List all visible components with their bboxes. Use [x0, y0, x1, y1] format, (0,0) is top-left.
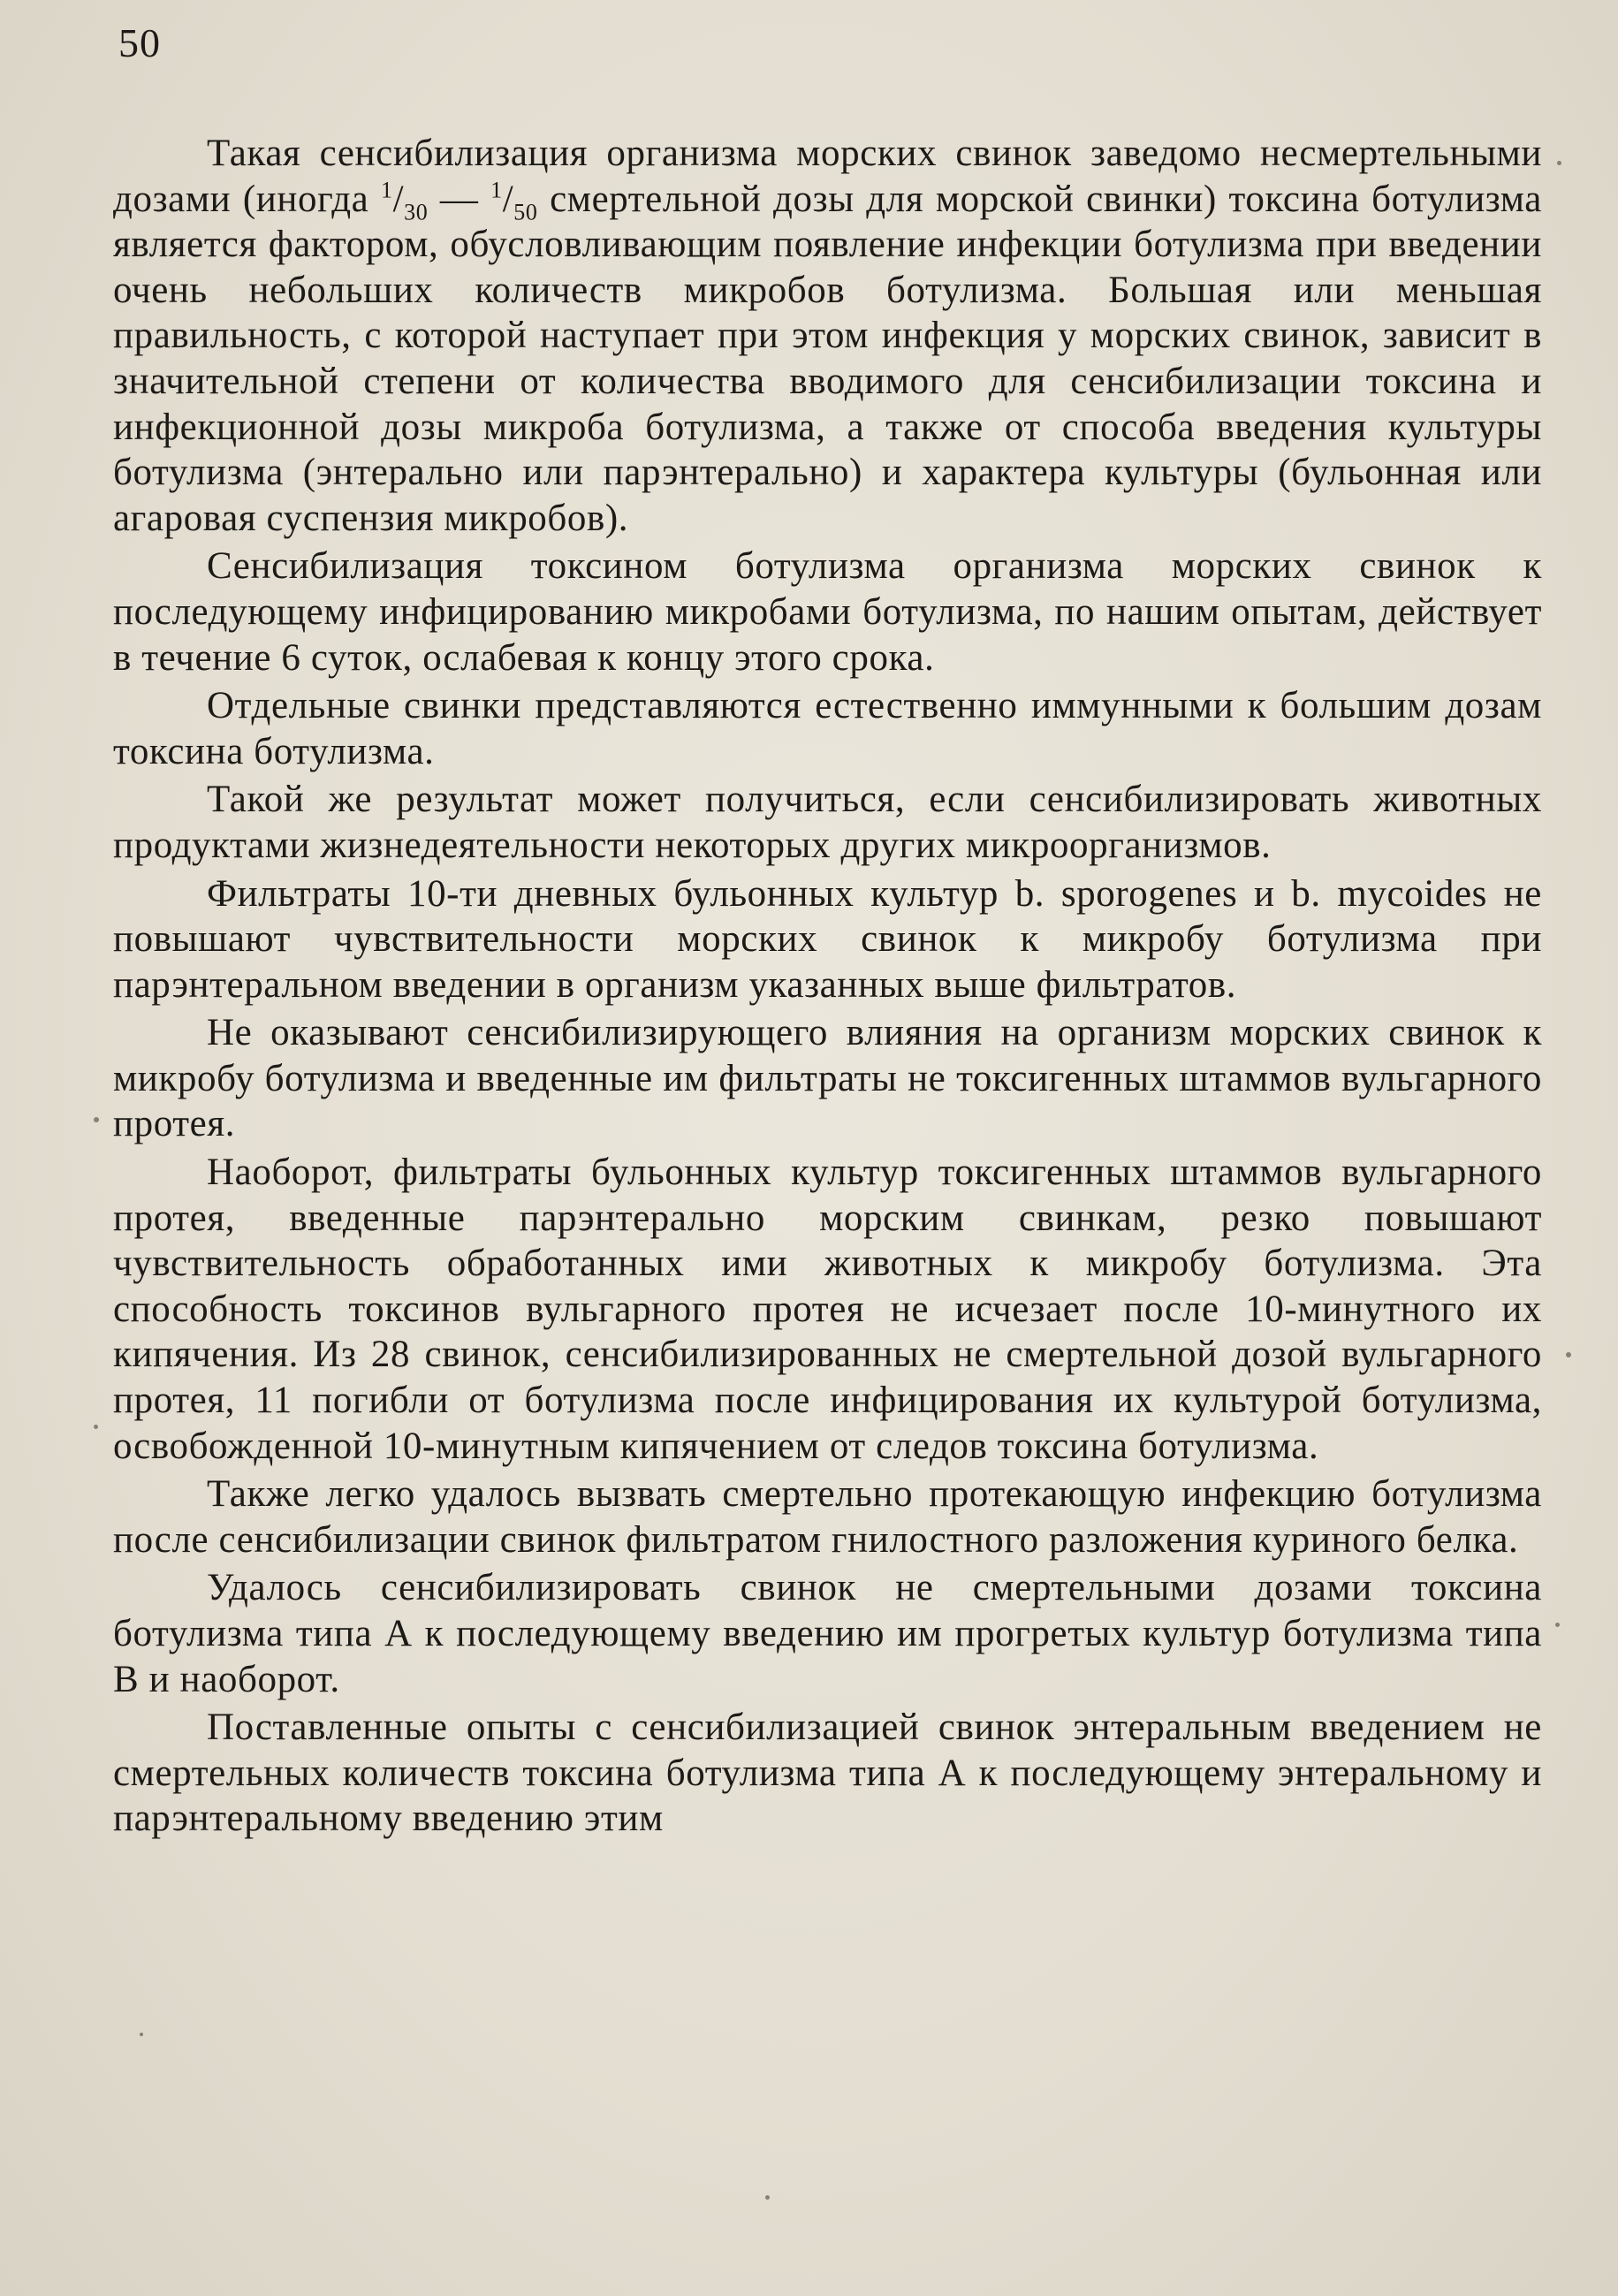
paragraph-3: Отдельные свинки представляются естественно иммунными к большим дозам токсина ботулизма. [113, 685, 1542, 772]
paragraph-10: Поставленные опыты с сенсибилизацией свинок энтеральным введением не смертельных количеств токсина ботулизма типа А к последующему энтеральному и парэнтеральному введению этим [113, 1707, 1542, 1840]
paper-speck [140, 2033, 143, 2036]
paper-speck [94, 1117, 99, 1122]
fraction-1-denominator: 30 [404, 199, 429, 225]
paper-speck [1557, 161, 1561, 165]
paragraph-7: Наоборот, фильтраты бульонных культур токсигенных штаммов вульгарного протея, введенные парэнтерально морским свинкам, резко повышают чувствительность обработанных ими животных к микробу ботулизма. Эта способность токсинов вульгарного протея не исчезает после 10-минутного их кипячения. Из 28 свинок, сенсибилизированных не смертельной дозой вульгарного протея, 11 погибли от ботулизма после инфицирования их культурой ботулизма, освобожденной 10-минутным кипячением от следов токсина ботулизма. [113, 1152, 1542, 1467]
paragraph-2: Сенсибилизация токсином ботулизма организма морских свинок к последующему инфицированию микробами ботулизма, по нашим опытам, действует в течение 6 суток, ослабевая к концу этого срока. [113, 545, 1542, 679]
paragraph-1-text-end: смертельной дозы для морской свинки) токсина ботулизма является фактором, обусловливающим появление инфекции ботулизма при введении очень небольших количеств микробов ботулизма. Большая или меньшая правильность, с которой наступает при этом инфекция у морских свинок, зависит в значительной степени от количества вводимого для сенсибилизации токсина и инфекционной дозы микроба ботулизма, а также от способа введения культуры ботулизма (энтерально или парэнтерально) и характера культуры (бульонная или агаровая суспензия микробов). [113, 178, 1542, 539]
paragraph-1 [113, 131, 1542, 541]
fraction-one-fiftieth: $^1/_{50}$ [490, 177, 538, 225]
fraction-1-numerator: 1 [380, 177, 393, 203]
paragraph-8: Также легко удалось вызвать смертельно протекающую инфекцию ботулизма после сенсибилизации свинок фильтратом гнилостного разложения куриного белка. [113, 1473, 1542, 1561]
paragraph-9: Удалось сенсибилизировать свинок не смертельными дозами токсина ботулизма типа А к последующему введению им прогретых культур ботулизма типа В и наоборот. [113, 1567, 1542, 1700]
fraction-2-denominator: 50 [513, 199, 538, 225]
paper-speck [1555, 1623, 1560, 1627]
paragraph-6: Не оказывают сенсибилизирующего влияния на организм морских свинок к микробу ботулизма и введенные им фильтраты не токсигенных штаммов вульгарного протея. [113, 1012, 1542, 1145]
paragraph-4: Такой же результат может получиться, если сенсибилизировать животных продуктами жизнедеятельности некоторых других микроорганизмов. [113, 779, 1542, 866]
fraction-one-thirtieth: $^1/_{30}$ [380, 177, 429, 225]
paper-speck [94, 1425, 98, 1429]
paper-speck [765, 2195, 770, 2200]
page-number: 50 [118, 20, 161, 65]
paragraph-1-text-start: Такая сенсибилизация организма морских свинок заведомо несмертельными дозами (иногда [113, 133, 1542, 220]
paragraph-5: Фильтраты 10-ти дневных бульонных культур b. sporogenes и b. mycoides не повышают чувствительности морских свинок к микробу ботулизма при парэнтеральном введении в организм указанных выше фильтратов. [113, 872, 1542, 1006]
fraction-dash: — [428, 178, 491, 220]
fraction-2-numerator: 1 [490, 177, 503, 203]
paper-speck [1566, 1352, 1571, 1357]
body-text [113, 131, 1542, 1842]
